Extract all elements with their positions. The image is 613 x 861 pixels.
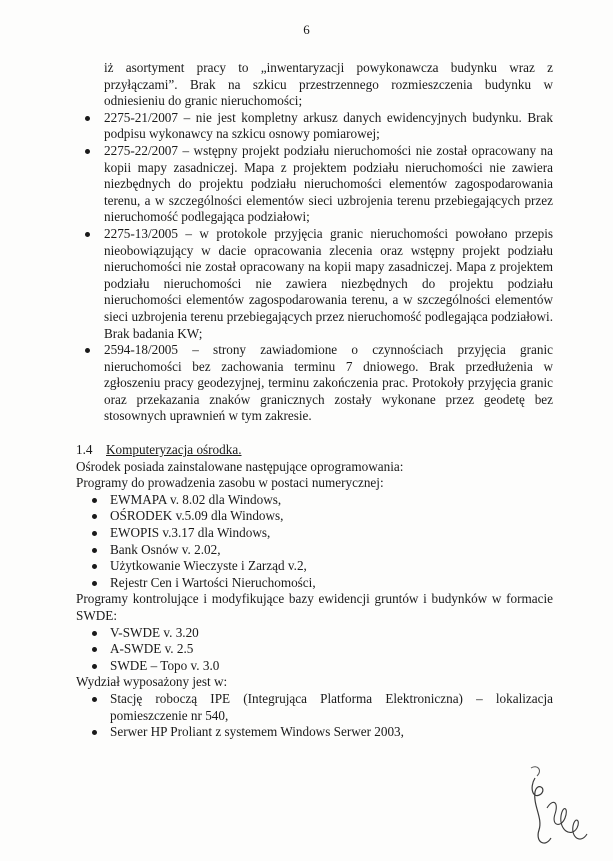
software-name: Rejestr Cen i Wartości Nieruchomości, <box>110 574 316 590</box>
programs-heading: Programy do prowadzenia zasobu w postaci numerycznej: <box>76 475 384 491</box>
equipment-item <box>76 691 553 724</box>
bullet-icon <box>92 730 97 735</box>
equipment-text: Serwer HP Proliant z systemem Windows Serwer 2003, <box>110 724 404 740</box>
software-item <box>76 542 553 559</box>
finding-item <box>76 110 553 143</box>
software-name: Użytkowanie Wieczyste i Zarząd v.2, <box>110 558 307 574</box>
software-item <box>76 558 553 575</box>
intro-line: Ośrodek posiada zainstalowane następujące oprogramowania: <box>76 458 404 474</box>
finding-text: 2594-18/2005 – strony zawiadomione o czynnościach przyjęcia granic nieruchomości bez zachowania terminu 7 dniowego. Brak przedłużenia w zgłoszeniu pracy geodezyjnej, terminu zakończenia prac. Protokoły przyjęcia granic oraz przekazania znaków granicznych zostały wykonane przez geodetę bez stosownych uprawnień w tym zakresie. <box>104 342 553 424</box>
software-name: EWOPIS v.3.17 dla Windows, <box>110 525 271 541</box>
software-item <box>76 492 553 509</box>
software-item <box>76 525 553 542</box>
swde-list <box>76 625 553 675</box>
finding-text: 2275-21/2007 – nie jest kompletny arkusz danych ewidencyjnych budynku. Brak podpisu wykonawcy na szkicu osnowy pomiarowej; <box>104 109 553 142</box>
bullet-icon <box>85 116 90 121</box>
swde-name: V-SWDE v. 3.20 <box>110 624 199 640</box>
bullet-icon <box>85 348 90 353</box>
bullet-icon <box>92 514 97 519</box>
bullet-icon <box>92 548 97 553</box>
continuation-paragraph: iż asortyment pracy to „inwentaryzacji powykonawcza budynku wraz z przyłączami”. Brak na szkicu przestrzennego rozmieszczenia budynku w odniesieniu do granic nieruchomości; <box>104 60 553 109</box>
finding-item <box>76 342 553 425</box>
bullet-icon <box>92 631 97 636</box>
finding-text: 2275-13/2005 – w protokole przyjęcia granic nieruchomości powołano przepis nieobowiązujący w dacie opracowania zlecenia oraz wstępny projekt podziału nieruchomości nie został opracowany na kopii mapy zasadniczej. Mapa z projektem podziału nieruchomości nie zawiera niezbędnych do projektu podziału nieruchomości elementów zagospodarowania terenu, a w szczególności elementów sieci uzbrojenia terenu przebiegających przez nieruchomość podlegająca podziałowi. Brak badania KW; <box>104 225 553 341</box>
equipment-list <box>76 691 553 741</box>
finding-item <box>76 143 553 226</box>
swde-item <box>76 658 553 675</box>
section-heading <box>76 442 553 459</box>
swde-item <box>76 625 553 642</box>
bullet-icon <box>92 531 97 536</box>
equipment-item <box>76 724 553 741</box>
signature-mark <box>523 758 593 853</box>
bullet-icon <box>92 564 97 569</box>
bullet-icon <box>85 232 90 237</box>
equipment-text: Stację roboczą IPE (Integrująca Platforma Elektroniczna) – lokalizacja pomieszczenie nr 540, <box>110 690 553 723</box>
software-name: EWMAPA v. 8.02 dla Windows, <box>110 491 282 507</box>
findings-list <box>76 110 553 425</box>
swde-name: SWDE – Topo v. 3.0 <box>110 657 220 673</box>
equipment-heading: Wydział wyposażony jest w: <box>76 674 228 690</box>
software-item <box>76 575 553 592</box>
finding-text: 2275-22/2007 – wstępny projekt podziału nieruchomości nie został opracowany na kopii mapy zasadniczej. Mapa z projektem podziału nieruchomości nie zawiera niezbędnych do projektu podziału nieruchomości elementów zagospodarowania terenu, a w szczególności elementów sieci uzbrojenia terenu przebiegających przez nieruchomość podlegająca podziałowi; <box>104 142 553 225</box>
bullet-icon <box>92 581 97 586</box>
software-item <box>76 508 553 525</box>
page-number: 6 <box>303 22 310 37</box>
page-content <box>76 60 553 741</box>
bullet-icon <box>92 498 97 503</box>
software-name: Bank Osnów v. 2.02, <box>110 541 221 557</box>
swde-name: A-SWDE v. 2.5 <box>110 641 194 657</box>
software-list <box>76 492 553 592</box>
bullet-icon <box>92 664 97 669</box>
bullet-icon <box>85 149 90 154</box>
software-name: OŚRODEK v.5.09 dla Windows, <box>110 508 284 524</box>
bullet-icon <box>92 647 97 652</box>
section-number: 1.4 <box>76 442 93 458</box>
finding-item <box>76 226 553 342</box>
swde-item <box>76 641 553 658</box>
section-title: Komputeryzacja ośrodka. <box>106 442 242 458</box>
swde-heading: Programy kontrolujące i modyfikujące bazy ewidencji gruntów i budynków w formacie SWDE: <box>76 591 553 623</box>
bullet-icon <box>92 697 97 702</box>
